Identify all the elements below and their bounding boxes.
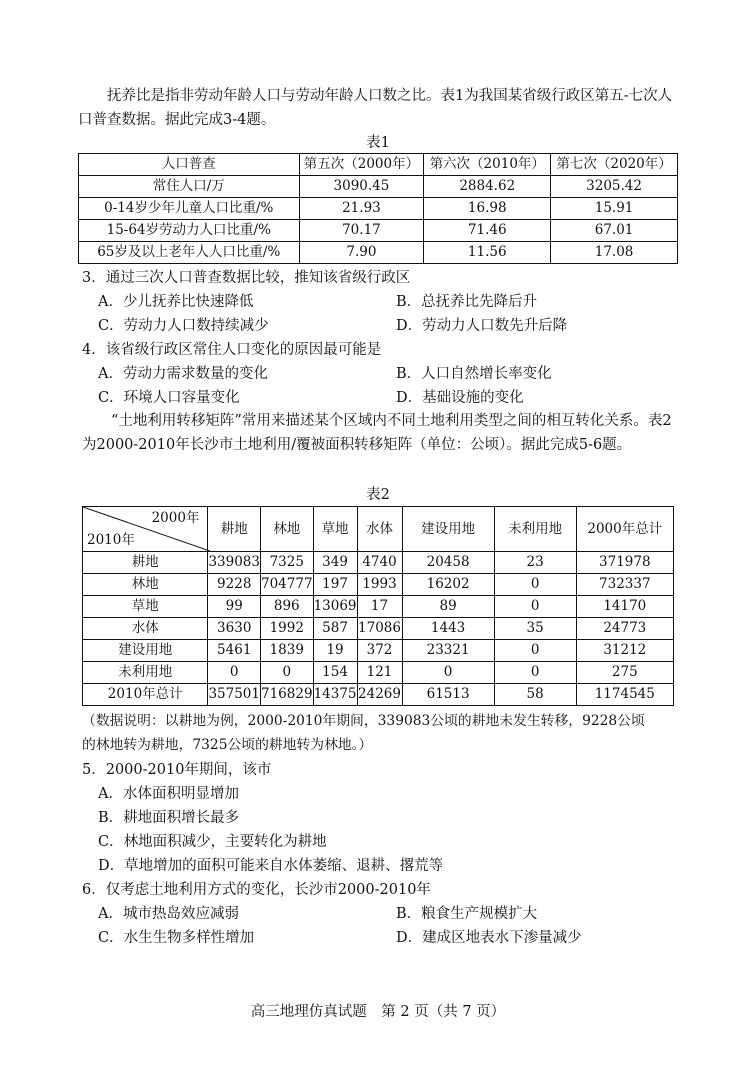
table2-cell: 896 xyxy=(261,596,314,618)
table2-cell: 716829 xyxy=(261,684,314,706)
table2-cell: 31212 xyxy=(576,640,673,662)
question-6-option-d[interactable]: D．建成区地表水下渗量减少 xyxy=(396,930,582,946)
table2-cell: 0 xyxy=(494,574,576,596)
table2-cell: 23321 xyxy=(402,640,494,662)
table2-cell: 9228 xyxy=(208,574,261,596)
table2-cell: 0 xyxy=(208,662,261,684)
table2-cell: 24269 xyxy=(357,684,402,706)
table2-cell: 0 xyxy=(402,662,494,684)
table1-cell: 16.98 xyxy=(424,198,551,220)
table2-row xyxy=(83,640,674,662)
table1-cell: 65岁及以上老年人人口比重/% xyxy=(79,242,300,264)
table2-cell: 17 xyxy=(357,596,402,618)
table2-cell: 61513 xyxy=(402,684,494,706)
question-6-option-a[interactable]: A．城市热岛效应减弱 xyxy=(98,906,239,922)
table2-cell: 0 xyxy=(494,662,576,684)
table2-header-cell: 草地 xyxy=(313,507,357,552)
table2-cell: 建设用地 xyxy=(83,640,208,662)
table1-header-cell: 第六次（2010年） xyxy=(424,154,551,176)
table1-header-cell: 第五次（2000年） xyxy=(299,154,424,176)
table1-cell: 70.17 xyxy=(299,220,424,242)
table2-corner-top: 2000年 xyxy=(151,510,200,526)
table2-cell: 13069 xyxy=(313,596,357,618)
table2-cell: 未利用地 xyxy=(83,662,208,684)
question-5-option-d[interactable]: D．草地增加的面积可能来自水体萎缩、退耕、撂荒等 xyxy=(98,858,444,874)
table1-cell: 3205.42 xyxy=(551,176,678,198)
table1-cell: 15-64岁劳动力人口比重/% xyxy=(79,220,300,242)
table1-cell: 71.46 xyxy=(424,220,551,242)
table2-note-line-1: （数据说明：以耕地为例，2000-2010年期间，339083公顷的耕地未发生转移，9228公顷 xyxy=(82,713,645,729)
question-5-option-b[interactable]: B．耕地面积增长最多 xyxy=(98,810,240,826)
table1-row xyxy=(79,176,678,198)
table2-cell: 349 xyxy=(313,552,357,574)
table2-cell: 197 xyxy=(313,574,357,596)
table2-cell: 16202 xyxy=(402,574,494,596)
table2-cell: 5461 xyxy=(208,640,261,662)
table2-cell: 371978 xyxy=(576,552,673,574)
question-3-option-a[interactable]: A．少儿抚养比快速降低 xyxy=(98,294,254,310)
table2-cell: 357501 xyxy=(208,684,261,706)
table2-corner-bottom: 2010年 xyxy=(87,532,135,548)
intro-paragraph-1: 抚养比是指非劳动年龄人口与劳动年龄人口数之比。表1为我国某省级行政区第五-七次人口普查数据。据此完成3-4题。 xyxy=(78,88,673,128)
table2-cell: 99 xyxy=(208,596,261,618)
table2-row xyxy=(83,596,674,618)
table1-cell: 2884.62 xyxy=(424,176,551,198)
question-3-option-d[interactable]: D．劳动力人口数先升后降 xyxy=(396,318,568,334)
table2-cell: 林地 xyxy=(83,574,208,596)
question-4-option-b[interactable]: B．人口自然增长率变化 xyxy=(396,366,552,382)
table2-cell: 草地 xyxy=(83,596,208,618)
table2-cell: 14375 xyxy=(313,684,357,706)
table2-cell: 1839 xyxy=(261,640,314,662)
table2-cell: 1993 xyxy=(357,574,402,596)
table2-row xyxy=(83,574,674,596)
table2-corner-cell xyxy=(83,507,208,552)
question-5-option-a[interactable]: A．水体面积明显增加 xyxy=(98,786,239,802)
question-4-option-c[interactable]: C．环境人口容量变化 xyxy=(98,390,240,406)
table2-cell: 7325 xyxy=(261,552,314,574)
table2-header-cell: 林地 xyxy=(261,507,314,552)
table2-cell: 水体 xyxy=(83,618,208,640)
table2-cell: 154 xyxy=(313,662,357,684)
question-5-option-c[interactable]: C．林地面积减少，主要转化为耕地 xyxy=(98,834,327,850)
table1-cell: 7.90 xyxy=(299,242,424,264)
table2-row xyxy=(83,662,674,684)
table2-cell: 23 xyxy=(494,552,576,574)
table2-header-cell: 未利用地 xyxy=(494,507,576,552)
question-6-option-b[interactable]: B．粮食生产规模扩大 xyxy=(396,906,538,922)
table2-cell: 58 xyxy=(494,684,576,706)
table2-header-row xyxy=(83,507,674,552)
table2-cell: 1992 xyxy=(261,618,314,640)
table2-cell: 89 xyxy=(402,596,494,618)
table2-header-cell: 2000年总计 xyxy=(576,507,673,552)
table1-cell: 3090.45 xyxy=(299,176,424,198)
table2-header-cell: 耕地 xyxy=(208,507,261,552)
table2-cell: 339083 xyxy=(208,552,261,574)
table2-cell: 732337 xyxy=(576,574,673,596)
question-3-stem: 3．通过三次人口普查数据比较，推知该省级行政区 xyxy=(82,270,411,286)
intro-paragraph-2: “土地利用转移矩阵”常用来描述某个区域内不同土地利用类型之间的相互转化关系。表2为2000-2010年长沙市土地利用/覆被面积转移矩阵（单位：公顷）。据此完成5-6题。 xyxy=(82,413,672,453)
table2-header-cell: 水体 xyxy=(357,507,402,552)
table2-cell: 2010年总计 xyxy=(83,684,208,706)
table1-header-row xyxy=(79,154,678,176)
table2-cell: 587 xyxy=(313,618,357,640)
table1-cell: 0-14岁少年儿童人口比重/% xyxy=(79,198,300,220)
table1-row xyxy=(79,242,678,264)
question-5-stem: 5．2000-2010年期间，该市 xyxy=(82,762,272,778)
table2-cell: 0 xyxy=(494,640,576,662)
question-3-option-b[interactable]: B．总抚养比先降后升 xyxy=(396,294,538,310)
question-6-option-c[interactable]: C．水生生物多样性增加 xyxy=(98,930,255,946)
table2-header-cell: 建设用地 xyxy=(402,507,494,552)
table2-cell: 20458 xyxy=(402,552,494,574)
table2 xyxy=(82,506,674,706)
table1-row xyxy=(79,198,678,220)
table1-cell: 17.08 xyxy=(551,242,678,264)
table2-cell: 4740 xyxy=(357,552,402,574)
table1-cell: 常住人口/万 xyxy=(79,176,300,198)
question-4-stem: 4．该省级行政区常住人口变化的原因最可能是 xyxy=(82,342,382,358)
table1-cell: 67.01 xyxy=(551,220,678,242)
table1 xyxy=(78,153,678,264)
table2-cell: 0 xyxy=(261,662,314,684)
table2-cell: 1443 xyxy=(402,618,494,640)
table2-row xyxy=(83,618,674,640)
table1-cell: 15.91 xyxy=(551,198,678,220)
table2-cell: 19 xyxy=(313,640,357,662)
table2-note-line-2: 的林地转为耕地，7325公顷的耕地转为林地。） xyxy=(82,737,373,753)
page-footer: 高三地理仿真试题 第 2 页（共 7 页） xyxy=(250,1004,506,1020)
table1-header-cell: 第七次（2020年） xyxy=(551,154,678,176)
table2-cell: 275 xyxy=(576,662,673,684)
table2-row xyxy=(83,552,674,574)
question-4-option-d[interactable]: D．基础设施的变化 xyxy=(396,390,524,406)
question-3-option-c[interactable]: C．劳动力人口数持续减少 xyxy=(98,318,269,334)
table1-row xyxy=(79,220,678,242)
question-6-stem: 6．仅考虑土地利用方式的变化，长沙市2000-2010年 xyxy=(82,882,431,898)
table2-cell: 372 xyxy=(357,640,402,662)
table1-header-cell: 人口普查 xyxy=(79,154,300,176)
table2-cell: 121 xyxy=(357,662,402,684)
table2-cell: 3630 xyxy=(208,618,261,640)
table1-caption: 表1 xyxy=(366,135,390,151)
table2-cell: 24773 xyxy=(576,618,673,640)
table2-cell: 耕地 xyxy=(83,552,208,574)
table2-cell: 0 xyxy=(494,596,576,618)
table2-cell: 17086 xyxy=(357,618,402,640)
table2-cell: 704777 xyxy=(261,574,314,596)
table2-cell: 14170 xyxy=(576,596,673,618)
table2-total-row xyxy=(83,684,674,706)
question-4-option-a[interactable]: A．劳动力需求数量的变化 xyxy=(98,366,268,382)
table2-cell: 1174545 xyxy=(576,684,673,706)
table2-caption: 表2 xyxy=(366,487,390,503)
table1-cell: 21.93 xyxy=(299,198,424,220)
table1-cell: 11.56 xyxy=(424,242,551,264)
table2-cell: 35 xyxy=(494,618,576,640)
